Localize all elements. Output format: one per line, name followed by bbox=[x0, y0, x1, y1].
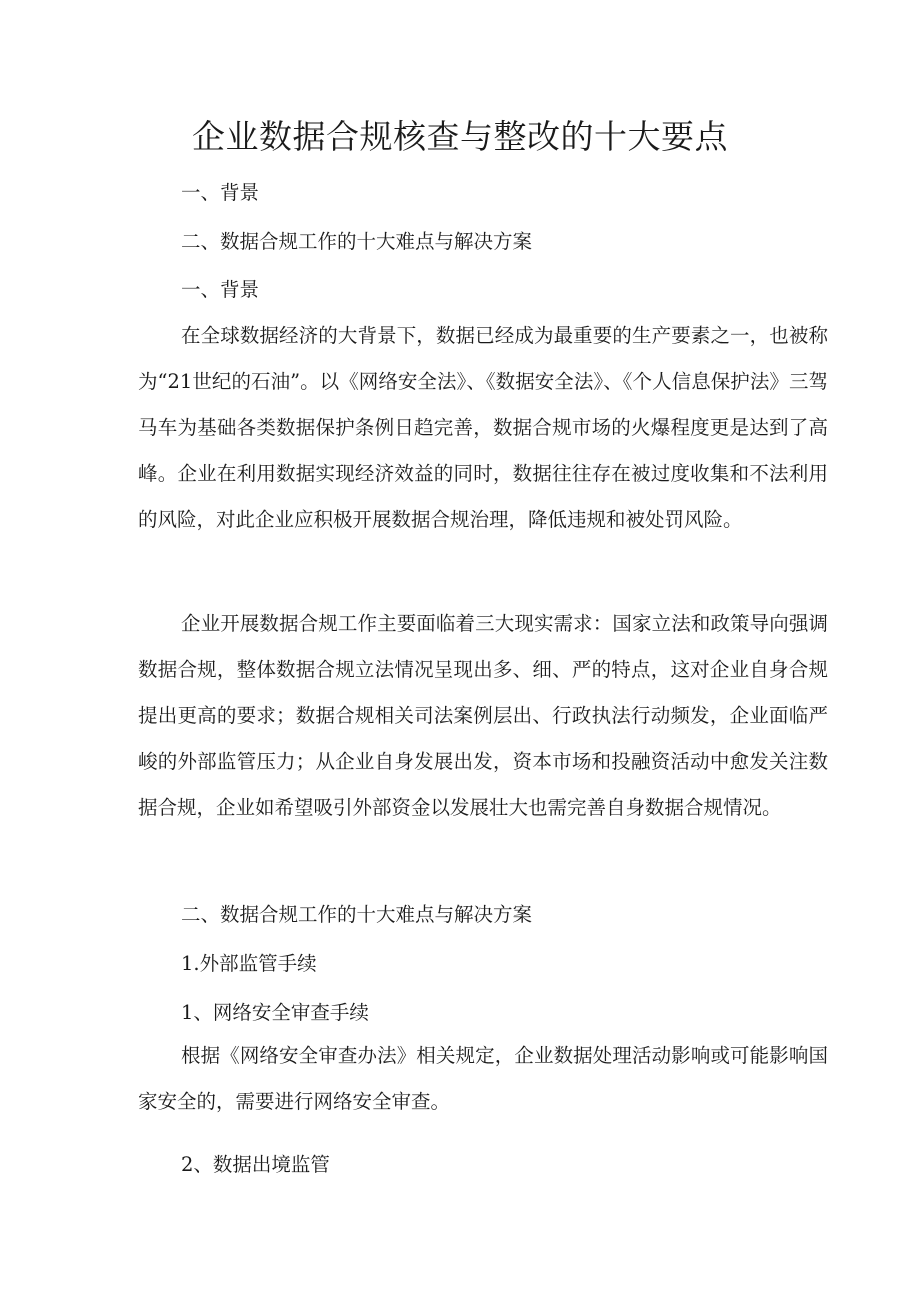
subsection-heading: 1.外部监管手续 bbox=[181, 952, 317, 975]
section-heading-difficulties: 二、数据合规工作的十大难点与解决方案 bbox=[181, 903, 533, 926]
body-paragraph: 根据《网络安全审查办法》相关规定，企业数据处理活动影响或可能影响国家安全的，需要进行网络安全审查。 bbox=[138, 1044, 828, 1113]
body-paragraph: 企业开展数据合规工作主要面临着三大现实需求：国家立法和政策导向强调数据合规，整体数据合规立法情况呈现出多、细、严的特点，这对企业自身合规提出更高的要求；数据合规相关司法案例层出、行政执法行动频发，企业面临严峻的外部监管压力；从企业自身发展出发，资本市场和投融资活动中愈发关注数据合规，企业如希望吸引外部资金以发展壮大也需完善自身数据合规情况。 bbox=[138, 612, 828, 819]
body-paragraph: 在全球数据经济的大背景下，数据已经成为最重要的生产要素之一，也被称为“21世纪的石油”。以《网络安全法》、《数据安全法》、《个人信息保护法》三驾马车为基础各类数据保护条例日趋完善，数据合规市场的火爆程度更是达到了高峰。企业在利用数据实现经济效益的同时，数据往往存在被过度收集和不法利用的风险，对此企业应积极开展数据合规治理，降低违规和被处罚风险。 bbox=[138, 324, 828, 531]
item-heading: 2、数据出境监管 bbox=[181, 1153, 330, 1176]
toc-item-background: 一、背景 bbox=[181, 181, 260, 204]
toc-item-difficulties: 二、数据合规工作的十大难点与解决方案 bbox=[181, 230, 533, 253]
document-title: 企业数据合规核查与整改的十大要点 bbox=[192, 117, 728, 156]
item-heading: 1、网络安全审查手续 bbox=[181, 1001, 369, 1024]
section-heading-background: 一、背景 bbox=[181, 278, 260, 301]
